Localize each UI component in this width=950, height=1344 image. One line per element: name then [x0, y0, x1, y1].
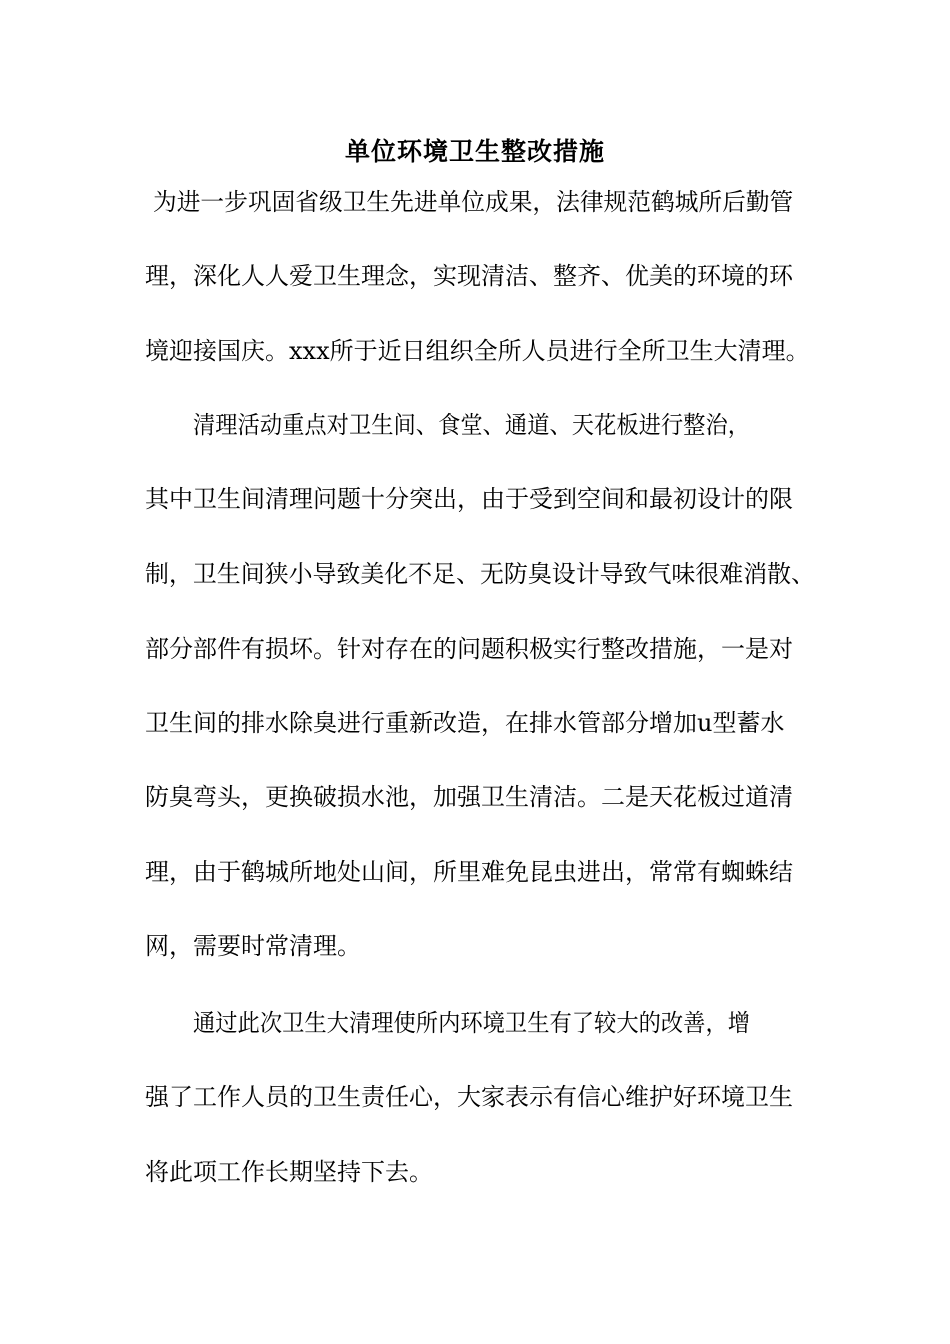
- paragraph-1-line-1: 为进一步巩固省级卫生先进单位成果，法律规范鹤城所后勤管: [153, 188, 794, 216]
- paragraph-2-line-2: 其中卫生间清理问题十分突出，由于受到空间和最初设计的限: [145, 485, 793, 513]
- paragraph-2-line-3: 制，卫生间狭小导致美化不足、无防臭设计导致气味很难消散、: [145, 560, 815, 588]
- paragraph-2-line-7: 理，由于鹤城所地处山间，所里难免昆虫进出，常常有蜘蛛结: [145, 858, 793, 886]
- paragraph-2-line-5: 卫生间的排水除臭进行重新改造，在排水管部分增加u型蓄水: [145, 709, 785, 737]
- paragraph-2-line-1: 清理活动重点对卫生间、食堂、通道、天花板进行整治，: [193, 411, 751, 439]
- paragraph-1-line-3: 境迎接国庆。xxx所于近日组织全所人员进行全所卫生大清理。: [145, 337, 810, 365]
- paragraph-3-line-2: 强了工作人员的卫生责任心，大家表示有信心维护好环境卫生: [145, 1083, 793, 1111]
- paragraph-3-line-1: 通过此次卫生大清理使所内环境卫生有了较大的改善，增: [193, 1009, 751, 1037]
- paragraph-1-line-2: 理，深化人人爱卫生理念，实现清洁、整齐、优美的环境的环: [145, 262, 793, 290]
- paragraph-2-line-6: 防臭弯头，更换破损水池，加强卫生清洁。二是天花板过道清: [145, 783, 793, 811]
- paragraph-2-line-8: 网，需要时常清理。: [145, 932, 361, 960]
- paragraph-3-line-3: 将此项工作长期坚持下去。: [145, 1158, 433, 1186]
- paragraph-2-line-4: 部分部件有损坏。针对存在的问题积极实行整改措施，一是对: [145, 635, 793, 663]
- document-title: 单位环境卫生整改措施: [344, 137, 605, 166]
